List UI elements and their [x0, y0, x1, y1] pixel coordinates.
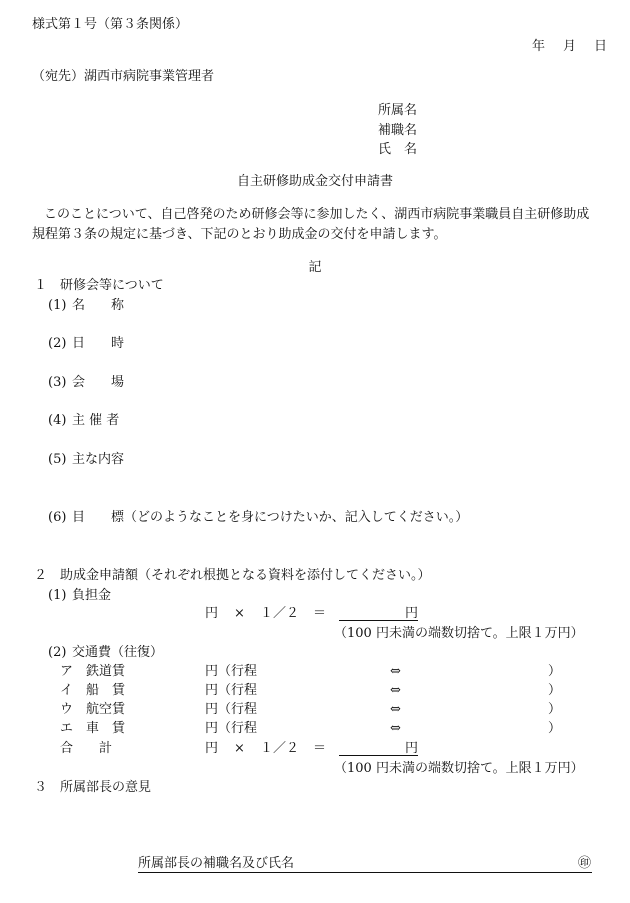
ship-arrow: ⇔: [390, 683, 401, 698]
car-kana: エ: [60, 721, 74, 736]
car-close: ）: [548, 721, 562, 736]
section3-heading: ３ 所属部長の意見: [34, 780, 152, 795]
date-day: 日: [594, 39, 608, 54]
position-label: 補職名: [378, 123, 418, 138]
ship-kana: イ: [60, 683, 74, 698]
transport-label: 交通費（往復）: [72, 645, 164, 660]
rail-kana: ア: [60, 664, 74, 679]
section2-heading: ２ 助成金申請額（それぞれ根拠となる資料を添付してください。）: [34, 568, 431, 583]
total-result-line: [339, 755, 405, 756]
burden-result-line: [339, 620, 405, 621]
date-year: 年: [532, 39, 546, 54]
date-line: [532, 40, 607, 53]
total-label: 合 計: [60, 741, 113, 756]
form-number: 様式第１号（第３条関係）: [32, 17, 189, 32]
item-content-num: (5): [48, 452, 67, 467]
item-date-num: (2): [48, 336, 67, 351]
ship-yen: 円（行程: [205, 683, 258, 698]
rail-label: 鉄道賃: [86, 664, 126, 679]
burden-label: 負担金: [72, 588, 112, 603]
item-content-label: 主な内容: [72, 452, 125, 467]
item-goal-label: 目 標（どのようなことを身につけたいか、記入してください。）: [72, 510, 469, 525]
item-name-label: 名 称: [72, 298, 125, 313]
item-venue-num: (3): [48, 375, 67, 390]
total-note: （100 円未満の端数切捨て。上限１万円）: [334, 761, 584, 776]
burden-note: （100 円未満の端数切捨て。上限１万円）: [334, 626, 584, 641]
transport-num: (2): [48, 645, 67, 660]
date-month: 月: [563, 39, 577, 54]
total-result-yen: 円: [405, 741, 419, 756]
ship-close: ）: [548, 683, 562, 698]
air-kana: ウ: [60, 702, 74, 717]
car-label: 車 賃: [86, 721, 126, 736]
total-times: ×: [234, 741, 245, 756]
air-label: 航空賃: [86, 702, 126, 717]
total-yen: 円: [205, 741, 219, 756]
ship-label: 船 賃: [86, 683, 126, 698]
item-organizer-num: (4): [48, 413, 67, 428]
signature-line: [138, 872, 592, 873]
burden-equals: ＝: [313, 606, 327, 621]
air-close: ）: [548, 702, 562, 717]
air-yen: 円（行程: [205, 702, 258, 717]
note-mark: 記: [308, 260, 322, 275]
total-equals: ＝: [313, 741, 327, 756]
item-goal-num: (6): [48, 510, 67, 525]
burden-yen: 円: [205, 606, 219, 621]
rail-yen: 円（行程: [205, 664, 258, 679]
car-arrow: ⇔: [390, 721, 401, 736]
addressee: （宛先）湖西市病院事業管理者: [32, 69, 215, 84]
burden-times: ×: [234, 606, 245, 621]
rail-arrow: ⇔: [390, 664, 401, 679]
seal-mark: ㊞: [578, 856, 592, 871]
item-name-num: (1): [48, 298, 67, 313]
body-line-2: 規程第３条の規定に基づき、下記のとおり助成金の交付を申請します。: [32, 227, 447, 242]
burden-half: １／２: [260, 606, 300, 621]
car-yen: 円（行程: [205, 721, 258, 736]
burden-num: (1): [48, 588, 67, 603]
item-venue-label: 会 場: [72, 375, 125, 390]
air-arrow: ⇔: [390, 702, 401, 717]
signature-label: 所属部長の補職名及び氏名: [138, 856, 295, 871]
section1-heading: １ 研修会等について: [34, 278, 164, 293]
document-title: 自主研修助成金交付申請書: [236, 174, 394, 189]
affiliation-label: 所属名: [378, 103, 418, 118]
total-half: １／２: [260, 741, 300, 756]
item-date-label: 日 時: [72, 336, 125, 351]
rail-close: ）: [548, 664, 562, 679]
item-organizer-label: 主 催 者: [72, 413, 120, 428]
body-line-1: このことについて、自己啓発のため研修会等に参加したく、湖西市病院事業職員自主研修助成: [44, 207, 590, 222]
burden-result-yen: 円: [405, 606, 419, 621]
name-label: 氏 名: [378, 142, 418, 157]
